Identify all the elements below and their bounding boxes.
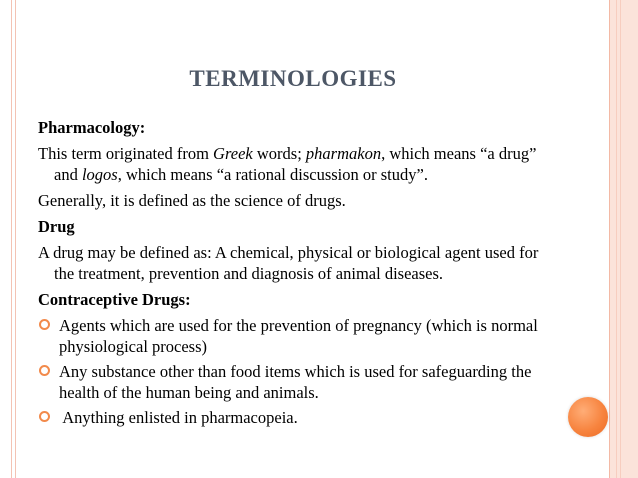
bullet-circle-icon: [39, 365, 50, 376]
text-span: , which means “a drug” and: [54, 144, 537, 184]
text-span: words;: [252, 144, 306, 163]
list-item-text: Any substance other than food items which is used for safeguarding the health of the human being and animals.: [59, 362, 532, 402]
bullet-circle-icon: [39, 411, 50, 422]
slide-body: [38, 117, 558, 432]
drug-heading: Drug: [38, 217, 75, 236]
contraceptive-heading: Contraceptive Drugs:: [38, 290, 191, 309]
list-item: [38, 407, 558, 428]
drug-definition-paragraph: A drug may be defined as: A chemical, physical or biological agent used for the treatment, prevention and diagnosis of animal diseases.: [38, 243, 539, 283]
list-item-text: Anything enlisted in pharmacopeia.: [59, 408, 298, 427]
list-item: [38, 315, 558, 357]
text-span: , which means “a rational discussion or study”.: [117, 165, 428, 184]
slide-title: TERMINOLOGIES: [189, 66, 397, 91]
orange-circle-decoration: [568, 397, 608, 437]
greek-word: Greek: [213, 144, 253, 163]
bullet-circle-icon: [39, 319, 50, 330]
list-item-text: Agents which are used for the prevention of pregnancy (which is normal physiological process): [59, 316, 538, 356]
logos-word: logos: [81, 165, 118, 184]
pharmacology-origin-paragraph: [38, 143, 558, 185]
band-line: [616, 0, 617, 478]
text-span: This term originated from: [38, 144, 214, 163]
right-decorative-band: [609, 0, 638, 478]
pharmacology-heading: Pharmacology:: [38, 118, 146, 137]
band-line: [620, 0, 621, 478]
pharmacology-definition-paragraph: Generally, it is defined as the science of drugs.: [38, 191, 346, 210]
list-item: [38, 361, 558, 403]
pharmakon-word: pharmakon: [305, 144, 382, 163]
